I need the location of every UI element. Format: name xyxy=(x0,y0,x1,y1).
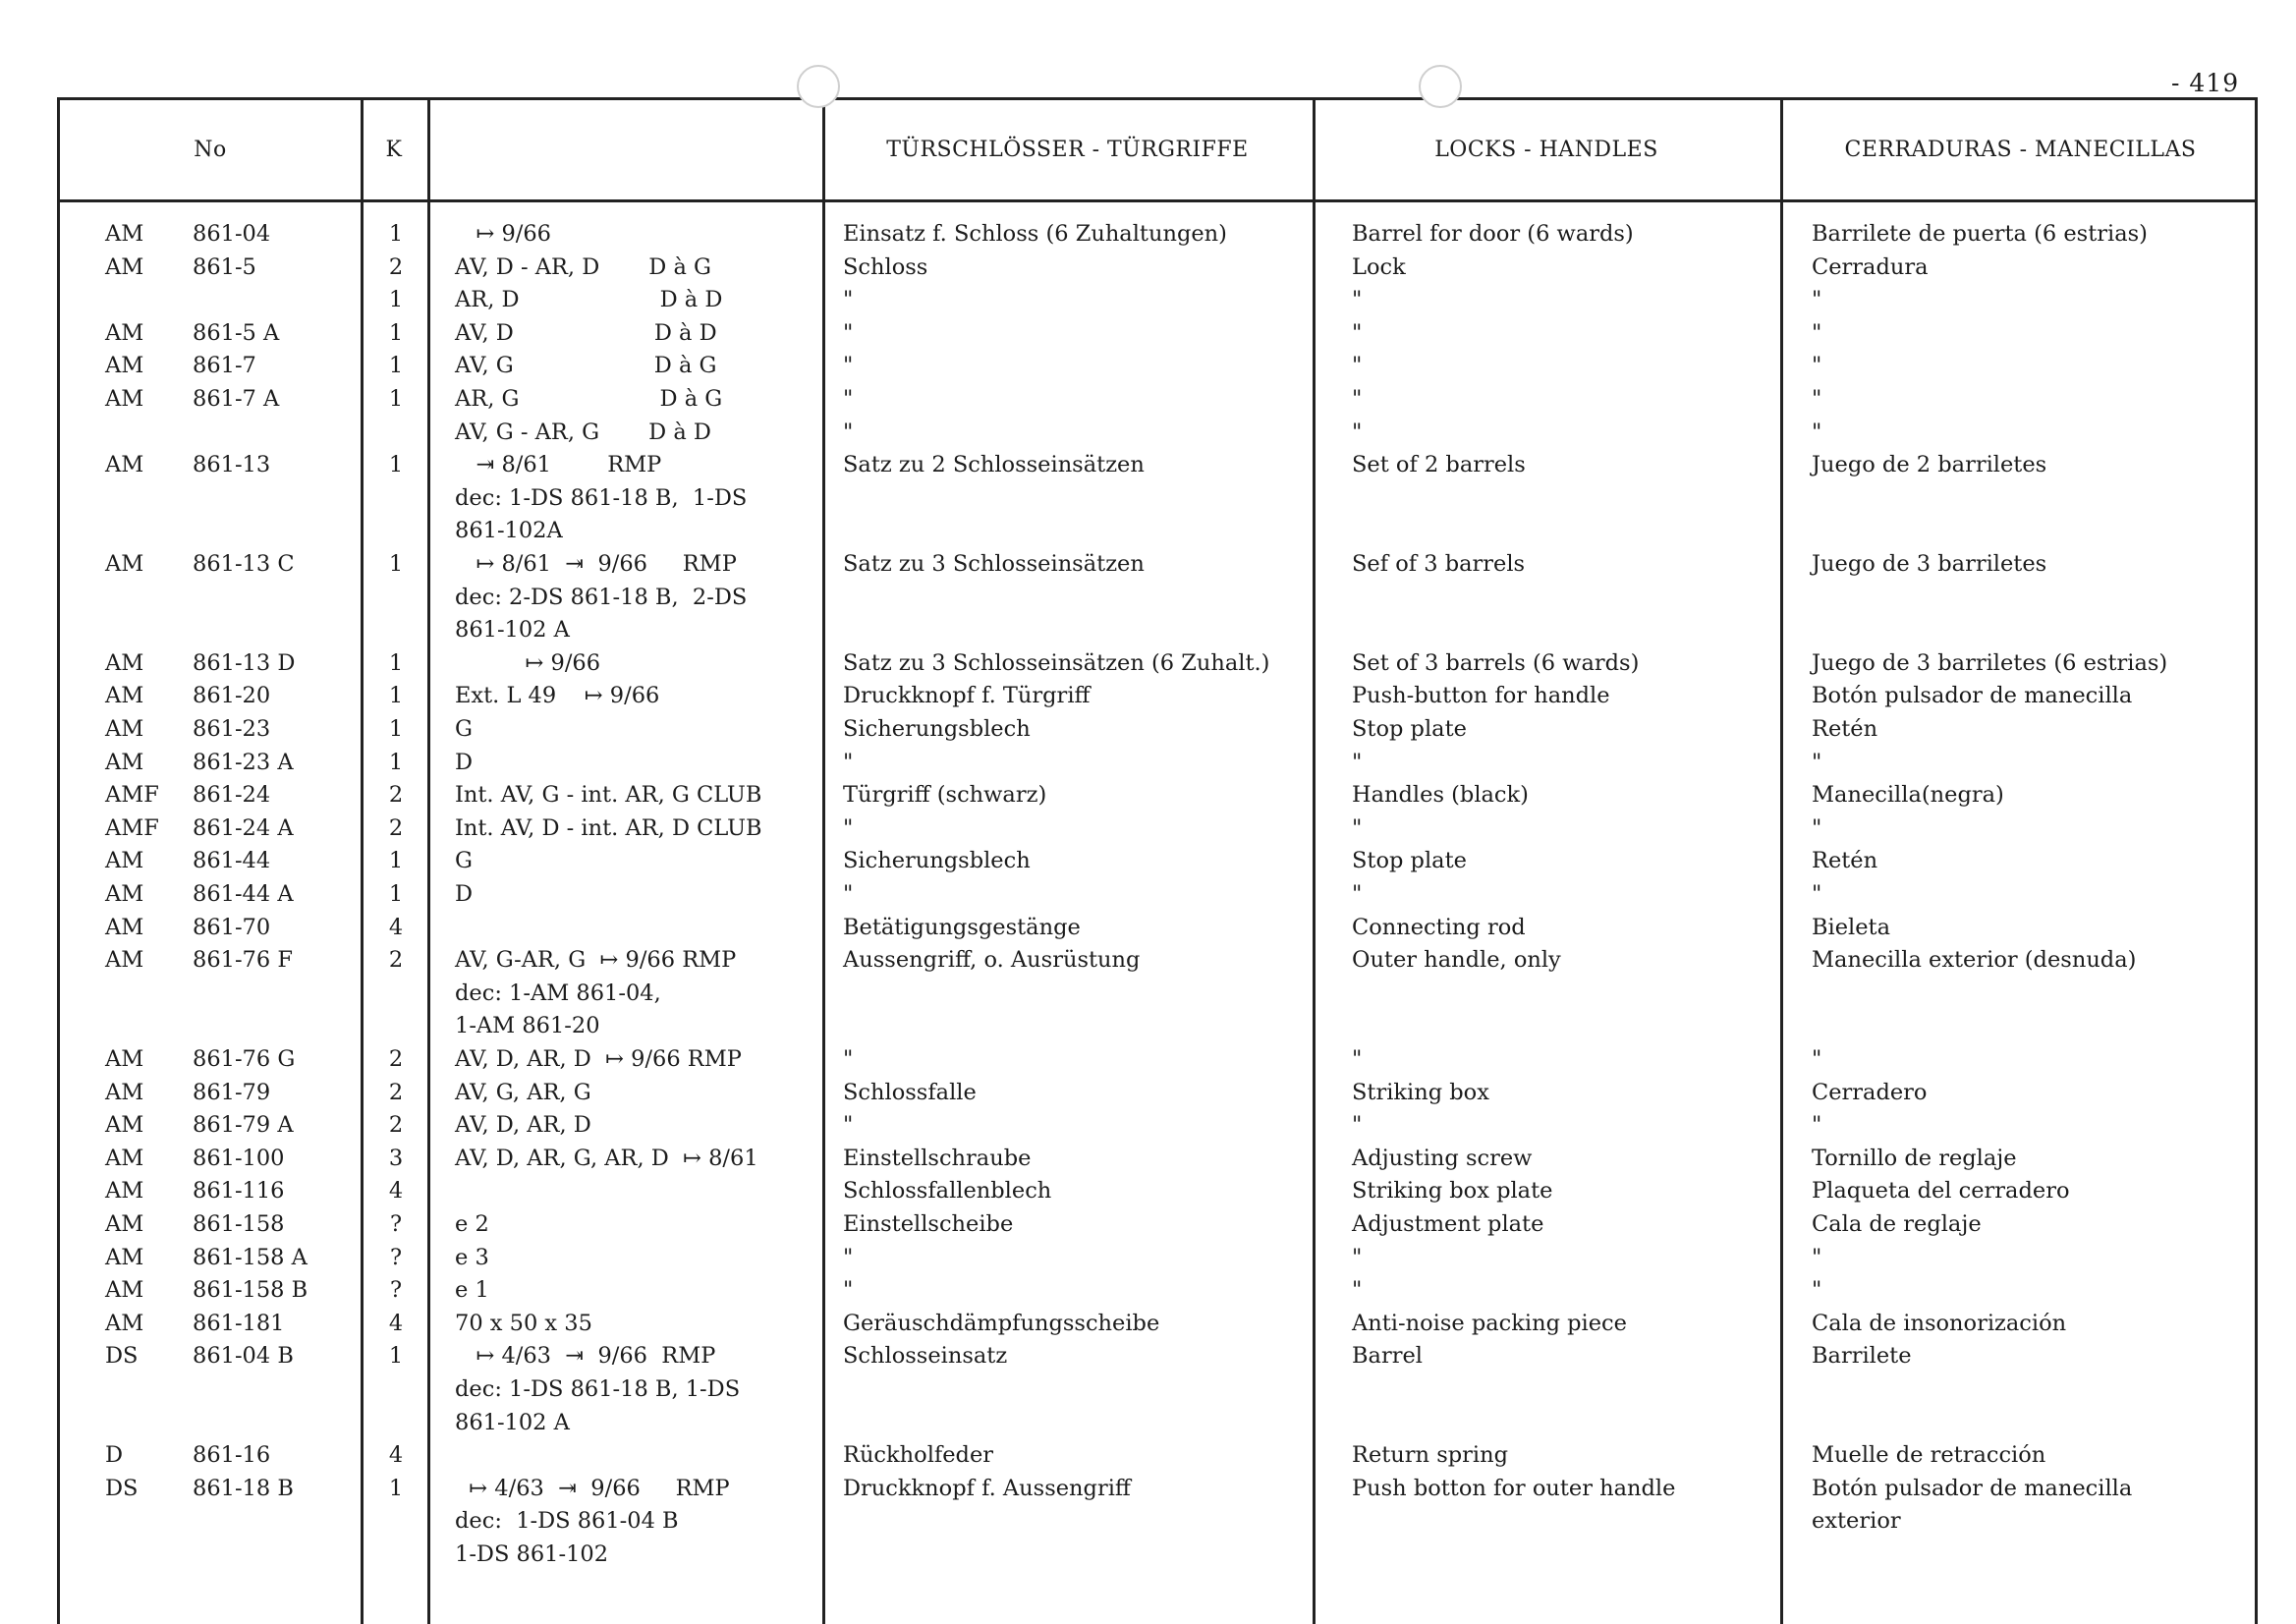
table-row xyxy=(60,1077,2255,1110)
table-row xyxy=(60,912,2255,945)
description-de: Einstellschraube xyxy=(843,1145,1032,1171)
part-number: 861-13 xyxy=(193,452,271,478)
quantity: 1 xyxy=(388,353,404,379)
part-prefix: AMF xyxy=(105,782,159,809)
description-es: " xyxy=(1812,881,1822,907)
description-de: Einsatz f. Schloss (6 Zuhaltungen) xyxy=(843,221,1227,247)
remarks: AV, G - AR, G D à D xyxy=(455,419,711,445)
description-es: " xyxy=(1812,353,1822,379)
quantity: 2 xyxy=(388,782,404,809)
description-en: Anti-noise packing piece xyxy=(1352,1310,1627,1336)
quantity: 4 xyxy=(388,1178,404,1204)
part-prefix: AM xyxy=(105,1112,144,1139)
header-quantity: K xyxy=(385,138,403,162)
part-number: 861-13 C xyxy=(193,551,295,577)
description-de: " xyxy=(843,814,854,841)
remarks: AV, D D à D xyxy=(455,319,717,346)
description-de: " xyxy=(843,386,854,412)
remarks: 1-AM 861-20 xyxy=(455,1013,600,1039)
table-row xyxy=(60,747,2255,780)
part-number: 861-13 D xyxy=(193,649,296,676)
table-row xyxy=(60,1043,2255,1077)
header-german: TÜRSCHLÖSSER - TÜRGRIFFE xyxy=(886,138,1249,162)
remarks: dec: 1-DS 861-18 B, 1-DS xyxy=(455,1376,741,1402)
description-en: Connecting rod xyxy=(1352,914,1526,940)
remarks: AR, G D à G xyxy=(455,386,723,412)
description-de: " xyxy=(843,1112,854,1139)
table-row xyxy=(60,1175,2255,1208)
description-de: Satz zu 3 Schlosseinsätzen (6 Zuhalt.) xyxy=(843,649,1270,676)
table-row xyxy=(60,515,2255,548)
description-en: " xyxy=(1352,881,1363,907)
quantity: 1 xyxy=(388,551,404,577)
remarks: AV, G, AR, G xyxy=(455,1079,591,1105)
table-row xyxy=(60,1539,2255,1572)
table-row xyxy=(60,713,2255,747)
part-prefix: AM xyxy=(105,386,144,412)
description-en: Set of 2 barrels xyxy=(1352,452,1526,478)
description-es: Cerradero xyxy=(1812,1079,1928,1105)
quantity: 4 xyxy=(388,1310,404,1336)
quantity: 1 xyxy=(388,716,404,742)
table-row xyxy=(60,1340,2255,1373)
parts-table xyxy=(57,97,2258,1624)
table-row xyxy=(60,1208,2255,1242)
description-de: Türgriff (schwarz) xyxy=(843,782,1047,809)
part-prefix: AMF xyxy=(105,814,159,841)
description-de: Sicherungsblech xyxy=(843,716,1031,742)
description-es: Cala de insonorización xyxy=(1812,1310,2067,1336)
description-en: Barrel for door (6 wards) xyxy=(1352,221,1634,247)
description-en: Return spring xyxy=(1352,1442,1508,1469)
remarks: Int. AV, G - int. AR, G CLUB xyxy=(455,782,762,809)
part-prefix: AM xyxy=(105,551,144,577)
punch-hole-left xyxy=(797,65,840,108)
part-number: 861-04 xyxy=(193,221,271,247)
table-row xyxy=(60,614,2255,647)
part-number: 861-158 xyxy=(193,1211,285,1237)
part-prefix: AM xyxy=(105,1277,144,1304)
description-en: Striking box xyxy=(1352,1079,1489,1105)
part-prefix: AM xyxy=(105,1145,144,1171)
part-prefix: AM xyxy=(105,881,144,907)
description-en: Lock xyxy=(1352,253,1406,280)
quantity: 2 xyxy=(388,947,404,974)
part-prefix: AM xyxy=(105,749,144,775)
part-prefix: AM xyxy=(105,319,144,346)
part-prefix: AM xyxy=(105,947,144,974)
description-es: " xyxy=(1812,749,1822,775)
description-en: Adjusting screw xyxy=(1352,1145,1533,1171)
description-de: " xyxy=(843,353,854,379)
description-de: " xyxy=(843,749,854,775)
part-prefix: AM xyxy=(105,1310,144,1336)
part-number: 861-04 B xyxy=(193,1343,294,1370)
description-es: " xyxy=(1812,1046,1822,1072)
description-en: Push botton for outer handle xyxy=(1352,1475,1676,1501)
part-prefix: AM xyxy=(105,716,144,742)
table-row xyxy=(60,812,2255,846)
quantity: 4 xyxy=(388,914,404,940)
description-es: Barrilete de puerta (6 estrias) xyxy=(1812,221,2148,247)
table-row xyxy=(60,417,2255,450)
table-row xyxy=(60,779,2255,812)
description-de: Sicherungsblech xyxy=(843,848,1031,874)
part-prefix: AM xyxy=(105,914,144,940)
remarks: 861-102A xyxy=(455,518,563,544)
remarks: ⇥ 8/61 RMP xyxy=(455,452,662,478)
description-de: Geräuschdämpfungsscheibe xyxy=(843,1310,1160,1336)
part-number: 861-100 xyxy=(193,1145,285,1171)
description-de: Satz zu 3 Schlosseinsätzen xyxy=(843,551,1145,577)
description-es: Botón pulsador de manecilla xyxy=(1812,1475,2133,1501)
part-prefix: AM xyxy=(105,353,144,379)
part-number: 861-76 F xyxy=(193,947,293,974)
description-es: " xyxy=(1812,319,1822,346)
quantity: 1 xyxy=(388,881,404,907)
header-part-number: No xyxy=(194,138,227,162)
table-row xyxy=(60,218,2255,252)
description-es: Retén xyxy=(1812,716,1878,742)
description-es: Bieleta xyxy=(1812,914,1891,940)
description-en: Push-button for handle xyxy=(1352,683,1610,709)
table-row xyxy=(60,482,2255,516)
table-row xyxy=(60,680,2255,713)
part-prefix: D xyxy=(105,1442,124,1469)
quantity: 2 xyxy=(388,1046,404,1072)
remarks: AV, D - AR, D D à G xyxy=(455,253,712,280)
description-es: Manecilla exterior (desnuda) xyxy=(1812,947,2137,974)
header-spanish: CERRADURAS - MANECILLAS xyxy=(1844,138,2197,162)
table-row xyxy=(60,1308,2255,1341)
quantity: 2 xyxy=(388,1079,404,1105)
description-en: Set of 3 barrels (6 wards) xyxy=(1352,649,1640,676)
part-number: 861-5 A xyxy=(193,319,280,346)
table-row xyxy=(60,449,2255,482)
description-en: Striking box plate xyxy=(1352,1178,1553,1204)
table-row xyxy=(60,1473,2255,1506)
quantity: 1 xyxy=(388,221,404,247)
description-de: Betätigungsgestänge xyxy=(843,914,1081,940)
description-en: " xyxy=(1352,319,1363,346)
part-prefix: AM xyxy=(105,221,144,247)
part-prefix: AM xyxy=(105,253,144,280)
remarks: Int. AV, D - int. AR, D CLUB xyxy=(455,814,762,841)
description-es: Juego de 3 barriletes (6 estrias) xyxy=(1812,649,2168,676)
description-de: " xyxy=(843,319,854,346)
table-row xyxy=(60,252,2255,285)
description-de: Schloss xyxy=(843,253,928,280)
description-en: " xyxy=(1352,749,1363,775)
remarks: dec: 1-AM 861-04, xyxy=(455,980,661,1006)
table-row xyxy=(60,647,2255,681)
description-de: Druckknopf f. Türgriff xyxy=(843,683,1091,709)
part-number: 861-181 xyxy=(193,1310,285,1336)
remarks: dec: 1-DS 861-04 B xyxy=(455,1508,679,1535)
remarks: e 2 xyxy=(455,1211,489,1237)
table-row xyxy=(60,1505,2255,1539)
remarks: e 1 xyxy=(455,1277,489,1304)
table-row xyxy=(60,383,2255,417)
part-number: 861-16 xyxy=(193,1442,271,1469)
table-row xyxy=(60,1010,2255,1043)
description-es: " xyxy=(1812,1244,1822,1270)
description-de: " xyxy=(843,287,854,313)
part-prefix: AM xyxy=(105,1046,144,1072)
table-row xyxy=(60,1274,2255,1308)
part-number: 861-7 xyxy=(193,353,256,379)
description-en: " xyxy=(1352,814,1363,841)
description-de: " xyxy=(843,1046,854,1072)
remarks: AR, D D à D xyxy=(455,287,723,313)
description-de: " xyxy=(843,419,854,445)
quantity: 1 xyxy=(388,319,404,346)
part-number: 861-158 A xyxy=(193,1244,308,1270)
description-es: Manecilla(negra) xyxy=(1812,782,2004,809)
remarks: 861-102 A xyxy=(455,617,570,644)
quantity: 1 xyxy=(388,287,404,313)
description-es: " xyxy=(1812,386,1822,412)
quantity: 1 xyxy=(388,452,404,478)
description-en: " xyxy=(1352,419,1363,445)
header-divider xyxy=(60,199,2255,202)
part-prefix: AM xyxy=(105,1244,144,1270)
table-row xyxy=(60,1109,2255,1143)
description-es: Plaqueta del cerradero xyxy=(1812,1178,2070,1204)
part-number: 861-24 xyxy=(193,782,271,809)
description-de: Rückholfeder xyxy=(843,1442,994,1469)
part-prefix: AM xyxy=(105,683,144,709)
quantity: 3 xyxy=(388,1145,404,1171)
quantity: 1 xyxy=(388,749,404,775)
description-en: Sef of 3 barrels xyxy=(1352,551,1526,577)
description-de: " xyxy=(843,1277,854,1304)
quantity: 2 xyxy=(388,253,404,280)
description-en: " xyxy=(1352,386,1363,412)
part-number: 861-76 G xyxy=(193,1046,296,1072)
table-row xyxy=(60,845,2255,878)
remarks: D xyxy=(455,881,474,907)
description-es: Juego de 2 barriletes xyxy=(1812,452,2047,478)
description-es: " xyxy=(1812,1277,1822,1304)
remarks: D xyxy=(455,749,474,775)
description-en: " xyxy=(1352,353,1363,379)
quantity: 1 xyxy=(388,386,404,412)
remarks: e 3 xyxy=(455,1244,489,1270)
table-row xyxy=(60,878,2255,912)
description-en: " xyxy=(1352,1046,1363,1072)
table-row xyxy=(60,350,2255,383)
part-number: 861-20 xyxy=(193,683,271,709)
table-row xyxy=(60,1143,2255,1176)
quantity: 1 xyxy=(388,683,404,709)
quantity: ? xyxy=(389,1277,403,1304)
description-es: " xyxy=(1812,287,1822,313)
table-row xyxy=(60,284,2255,317)
description-de: Schlosseinsatz xyxy=(843,1343,1008,1370)
remarks: AV, G-AR, G ↦ 9/66 RMP xyxy=(455,947,737,974)
table-row xyxy=(60,582,2255,615)
remarks: Ext. L 49 ↦ 9/66 xyxy=(455,683,660,709)
part-number: 861-7 A xyxy=(193,386,280,412)
quantity: 4 xyxy=(388,1442,404,1469)
description-en: " xyxy=(1352,1112,1363,1139)
description-en: Stop plate xyxy=(1352,716,1467,742)
description-es: Cerradura xyxy=(1812,253,1929,280)
description-en: " xyxy=(1352,1277,1363,1304)
description-es: Barrilete xyxy=(1812,1343,1912,1370)
remarks: G xyxy=(455,848,473,874)
part-number: 861-23 xyxy=(193,716,271,742)
description-es: Muelle de retracción xyxy=(1812,1442,2046,1469)
remarks: 1-DS 861-102 xyxy=(455,1541,609,1567)
quantity: ? xyxy=(389,1211,403,1237)
table-row xyxy=(60,1439,2255,1473)
description-es: " xyxy=(1812,814,1822,841)
part-prefix: AM xyxy=(105,452,144,478)
table-row xyxy=(60,944,2255,978)
description-de: Aussengriff, o. Ausrüstung xyxy=(843,947,1141,974)
remarks: AV, D, AR, D ↦ 9/66 RMP xyxy=(455,1046,742,1072)
quantity: 1 xyxy=(388,649,404,676)
part-number: 861-23 A xyxy=(193,749,294,775)
remarks: AV, D, AR, G, AR, D ↦ 8/61 xyxy=(455,1145,758,1171)
part-number: 861-24 A xyxy=(193,814,294,841)
quantity: 1 xyxy=(388,1475,404,1501)
description-es: Retén xyxy=(1812,848,1878,874)
description-es: " xyxy=(1812,1112,1822,1139)
description-en: Barrel xyxy=(1352,1343,1423,1370)
description-en: Outer handle, only xyxy=(1352,947,1561,974)
description-de: " xyxy=(843,881,854,907)
quantity: 1 xyxy=(388,1343,404,1370)
table-row xyxy=(60,1407,2255,1440)
part-prefix: DS xyxy=(105,1343,139,1370)
part-prefix: AM xyxy=(105,1211,144,1237)
description-de: Schlossfalle xyxy=(843,1079,977,1105)
part-number: 861-44 xyxy=(193,848,271,874)
description-en: " xyxy=(1352,1244,1363,1270)
part-number: 861-5 xyxy=(193,253,256,280)
part-number: 861-116 xyxy=(193,1178,285,1204)
description-en: Handles (black) xyxy=(1352,782,1529,809)
description-es: Juego de 3 barriletes xyxy=(1812,551,2047,577)
part-number: 861-79 xyxy=(193,1079,271,1105)
part-prefix: AM xyxy=(105,848,144,874)
table-row xyxy=(60,978,2255,1011)
description-es: Tornillo de reglaje xyxy=(1812,1145,2017,1171)
table-row xyxy=(60,1242,2255,1275)
header-english: LOCKS - HANDLES xyxy=(1434,138,1658,162)
description-de: Einstellscheibe xyxy=(843,1211,1014,1237)
remarks: dec: 1-DS 861-18 B, 1-DS xyxy=(455,484,748,511)
description-en: " xyxy=(1352,287,1363,313)
table-row xyxy=(60,1373,2255,1407)
description-de: Schlossfallenblech xyxy=(843,1178,1052,1204)
part-number: 861-18 B xyxy=(193,1475,294,1501)
remarks: ↦ 9/66 xyxy=(455,221,551,247)
quantity: 2 xyxy=(388,814,404,841)
quantity: 2 xyxy=(388,1112,404,1139)
part-prefix: AM xyxy=(105,649,144,676)
description-es: exterior xyxy=(1812,1508,1901,1535)
remarks: G xyxy=(455,716,473,742)
remarks: 861-102 A xyxy=(455,1409,570,1435)
part-prefix: AM xyxy=(105,1178,144,1204)
remarks: AV, G D à G xyxy=(455,353,717,379)
remarks: dec: 2-DS 861-18 B, 2-DS xyxy=(455,584,748,610)
description-de: Druckknopf f. Aussengriff xyxy=(843,1475,1131,1501)
remarks: ↦ 4/63 ⇥ 9/66 RMP xyxy=(455,1475,730,1501)
description-en: Stop plate xyxy=(1352,848,1467,874)
quantity: 1 xyxy=(388,848,404,874)
part-prefix: DS xyxy=(105,1475,139,1501)
punch-hole-right xyxy=(1419,65,1462,108)
description-es: Cala de reglaje xyxy=(1812,1211,1982,1237)
quantity: ? xyxy=(389,1244,403,1270)
part-number: 861-158 B xyxy=(193,1277,308,1304)
description-de: Satz zu 2 Schlosseinsätzen xyxy=(843,452,1145,478)
part-number: 861-79 A xyxy=(193,1112,294,1139)
remarks: 70 x 50 x 35 xyxy=(455,1310,592,1336)
page-number: - 419 xyxy=(2171,69,2240,97)
description-en: Adjustment plate xyxy=(1352,1211,1544,1237)
description-es: " xyxy=(1812,419,1822,445)
description-es: Botón pulsador de manecilla xyxy=(1812,683,2133,709)
remarks: ↦ 4/63 ⇥ 9/66 RMP xyxy=(455,1343,716,1370)
table-row xyxy=(60,548,2255,582)
remarks: AV, D, AR, D xyxy=(455,1112,591,1139)
part-prefix: AM xyxy=(105,1079,144,1105)
part-number: 861-70 xyxy=(193,914,271,940)
remarks: ↦ 9/66 xyxy=(455,649,601,676)
table-row xyxy=(60,317,2255,351)
remarks: ↦ 8/61 ⇥ 9/66 RMP xyxy=(455,551,737,577)
description-de: " xyxy=(843,1244,854,1270)
part-number: 861-44 A xyxy=(193,881,294,907)
